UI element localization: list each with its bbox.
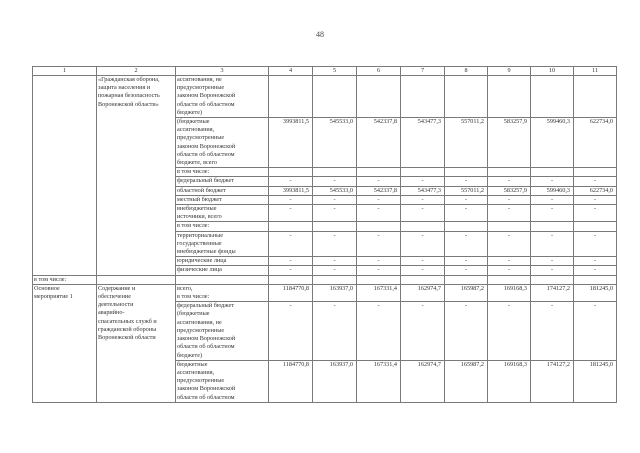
funding-source-cell: внебюджетные источники, всего (176, 205, 269, 222)
value-cell: 163937,0 (313, 284, 357, 301)
value-cell (401, 76, 445, 118)
value-cell: 557011,2 (445, 186, 488, 195)
value-cell: - (269, 195, 313, 204)
value-cell: - (269, 205, 313, 222)
value-cell (531, 222, 574, 231)
value-cell: 174127,2 (531, 284, 574, 301)
value-cell: - (445, 257, 488, 266)
value-cell: 162974,7 (401, 360, 445, 402)
value-cell: - (445, 195, 488, 204)
funding-source-cell: федеральный бюджет (176, 177, 269, 186)
value-cell: - (313, 195, 357, 204)
value-cell: - (357, 302, 401, 360)
empty-cell (531, 275, 574, 284)
value-cell: - (401, 177, 445, 186)
funding-source-cell: местный бюджет (176, 195, 269, 204)
value-cell: - (488, 177, 531, 186)
value-cell: 162974,7 (401, 284, 445, 301)
value-cell (313, 76, 357, 118)
value-cell: 599460,3 (531, 118, 574, 168)
value-cell: - (357, 257, 401, 266)
program-name-cell: «Гражданская оборона, защита населения и пожарная безопасность Воронежской области» (97, 76, 176, 276)
value-cell: - (445, 177, 488, 186)
value-cell: - (445, 266, 488, 275)
empty-cell (401, 275, 445, 284)
value-cell (313, 222, 357, 231)
value-cell: - (445, 302, 488, 360)
empty-cell (357, 275, 401, 284)
column-number-cell: 6 (357, 67, 401, 76)
empty-cell (574, 275, 617, 284)
value-cell: - (531, 205, 574, 222)
value-cell: - (313, 231, 357, 257)
value-cell: - (269, 266, 313, 275)
value-cell: - (531, 195, 574, 204)
value-cell: 542337,8 (357, 118, 401, 168)
value-cell: 622734,0 (574, 118, 617, 168)
column-number-cell: 1 (33, 67, 97, 76)
column-number-cell: 3 (176, 67, 269, 76)
value-cell (357, 76, 401, 118)
empty-cell (176, 275, 269, 284)
value-cell: - (574, 231, 617, 257)
value-cell: - (401, 302, 445, 360)
column-number-cell: 5 (313, 67, 357, 76)
value-cell: - (269, 257, 313, 266)
table-row (33, 275, 617, 284)
column-number-cell: 11 (574, 67, 617, 76)
table-row (33, 76, 617, 118)
value-cell: - (357, 177, 401, 186)
value-cell (269, 168, 313, 177)
funding-source-cell: бюджетные ассигнования, предусмотренные законом Воронежской области об областном (176, 360, 269, 402)
value-cell: 545533,0 (313, 118, 357, 168)
value-cell (313, 168, 357, 177)
budget-table (32, 66, 617, 403)
value-cell (488, 222, 531, 231)
value-cell (269, 222, 313, 231)
value-cell (357, 168, 401, 177)
value-cell (574, 76, 617, 118)
value-cell (401, 222, 445, 231)
column-number-cell: 9 (488, 67, 531, 76)
value-cell: 543477,3 (401, 186, 445, 195)
empty-cell (97, 275, 176, 284)
value-cell (401, 168, 445, 177)
funding-source-cell: физические лица (176, 266, 269, 275)
value-cell (488, 76, 531, 118)
value-cell: 3993811,5 (269, 186, 313, 195)
value-cell: 543477,3 (401, 118, 445, 168)
funding-source-cell: областной бюджет (176, 186, 269, 195)
value-cell: 181245,0 (574, 360, 617, 402)
in-that-number-cell: в том числе: (33, 275, 97, 284)
value-cell (445, 168, 488, 177)
value-cell: 599460,3 (531, 186, 574, 195)
column-number-row (33, 67, 617, 76)
value-cell: 165987,2 (445, 360, 488, 402)
value-cell: 163937,0 (313, 360, 357, 402)
value-cell (488, 168, 531, 177)
value-cell (531, 168, 574, 177)
value-cell (574, 168, 617, 177)
value-cell: 169168,3 (488, 360, 531, 402)
column-number-cell: 7 (401, 67, 445, 76)
value-cell: - (313, 257, 357, 266)
empty-cell (445, 275, 488, 284)
value-cell: - (574, 266, 617, 275)
funding-source-cell: территориальные государственные внебюджетные фонды (176, 231, 269, 257)
value-cell: 167331,4 (357, 284, 401, 301)
value-cell: - (574, 257, 617, 266)
value-cell (445, 76, 488, 118)
value-cell: - (445, 205, 488, 222)
value-cell: 3993811,5 (269, 118, 313, 168)
value-cell: 165987,2 (445, 284, 488, 301)
column-number-cell: 10 (531, 67, 574, 76)
funding-source-cell: всего, в том числе: (176, 284, 269, 301)
value-cell: - (488, 302, 531, 360)
value-cell: 583257,9 (488, 186, 531, 195)
value-cell: - (488, 231, 531, 257)
value-cell: - (488, 205, 531, 222)
value-cell: - (313, 266, 357, 275)
value-cell: 167331,4 (357, 360, 401, 402)
column-number-cell: 2 (97, 67, 176, 76)
funding-source-cell: ассигнования, не предусмотренные законом Воронежской области об областном бюджете) (176, 76, 269, 118)
value-cell: - (357, 266, 401, 275)
value-cell: - (357, 205, 401, 222)
value-cell: - (445, 231, 488, 257)
empty-cell (269, 275, 313, 284)
program-cell (33, 76, 97, 276)
empty-cell (488, 275, 531, 284)
value-cell: - (574, 205, 617, 222)
value-cell (531, 76, 574, 118)
value-cell: 1184770,8 (269, 360, 313, 402)
value-cell: - (357, 231, 401, 257)
empty-cell (313, 275, 357, 284)
funding-source-cell: юридические лица (176, 257, 269, 266)
activity-name-cell: Содержание и обеспечение деятельности аварийно- спасательных служб и гражданской обороны Воронежской области (97, 284, 176, 402)
table-row (33, 284, 617, 301)
value-cell: 542337,8 (357, 186, 401, 195)
funding-source-cell: (бюджетные ассигнования, предусмотренные законом Воронежской области об областном бюджете, всего (176, 118, 269, 168)
value-cell: - (531, 266, 574, 275)
value-cell: - (401, 266, 445, 275)
value-cell: - (401, 195, 445, 204)
value-cell (574, 222, 617, 231)
value-cell: - (313, 205, 357, 222)
value-cell: - (488, 266, 531, 275)
value-cell: - (574, 177, 617, 186)
value-cell: - (357, 195, 401, 204)
value-cell: - (574, 195, 617, 204)
value-cell (445, 222, 488, 231)
funding-source-cell: в том числе: (176, 222, 269, 231)
page-number: 48 (316, 30, 324, 39)
value-cell: 181245,0 (574, 284, 617, 301)
value-cell: - (401, 257, 445, 266)
value-cell: 1184770,8 (269, 284, 313, 301)
value-cell: 169168,3 (488, 284, 531, 301)
value-cell: - (531, 177, 574, 186)
value-cell: - (488, 257, 531, 266)
value-cell (357, 222, 401, 231)
funding-source-cell: федеральный бюджет (бюджетные ассигнования, не предусмотренные законом Воронежской области об областном бюджете) (176, 302, 269, 360)
value-cell: - (401, 205, 445, 222)
column-number-cell: 4 (269, 67, 313, 76)
value-cell: 174127,2 (531, 360, 574, 402)
value-cell: - (574, 302, 617, 360)
value-cell: - (269, 302, 313, 360)
value-cell: - (531, 231, 574, 257)
value-cell: - (531, 302, 574, 360)
value-cell: - (313, 302, 357, 360)
value-cell: - (488, 195, 531, 204)
value-cell: - (531, 257, 574, 266)
value-cell: - (269, 231, 313, 257)
value-cell: - (269, 177, 313, 186)
value-cell: 622734,0 (574, 186, 617, 195)
value-cell: 583257,9 (488, 118, 531, 168)
value-cell: - (401, 231, 445, 257)
column-number-cell: 8 (445, 67, 488, 76)
value-cell: 545533,0 (313, 186, 357, 195)
value-cell (269, 76, 313, 118)
value-cell: 557011,2 (445, 118, 488, 168)
value-cell: - (313, 177, 357, 186)
activity-number-cell: Основное мероприятие 1 (33, 284, 97, 402)
funding-source-cell: в том числе: (176, 168, 269, 177)
